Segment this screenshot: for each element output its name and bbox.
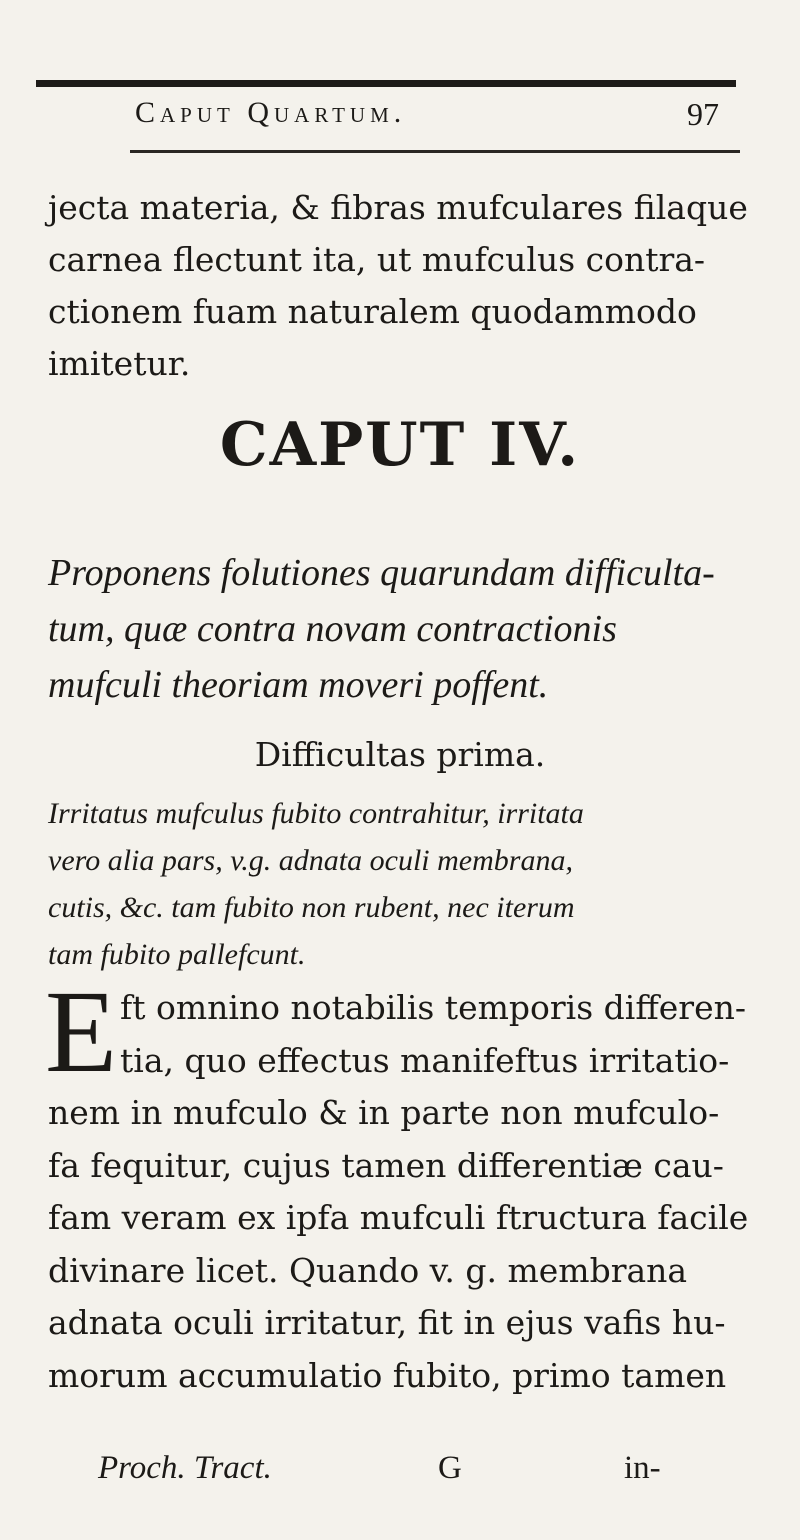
text-line: ctionem fuam naturalem quodammodo — [48, 292, 697, 331]
page-footer — [0, 1450, 800, 1500]
text-line: imitetur. — [48, 344, 191, 383]
chapter-subtitle — [48, 545, 760, 713]
page-number: 97 — [687, 96, 719, 132]
text-line: adnata oculi irritatur, fit in ejus vafis hu- — [48, 1303, 726, 1342]
text-line: jecta materia, & fibras mufculares filaque — [48, 188, 748, 227]
text-line: carnea flectunt ita, ut mufculus contra- — [48, 240, 706, 279]
text-line: tia, quo effectus manifeftus irritatio- — [120, 1040, 730, 1080]
text-line: fam veram ex ipfa mufculi ftructura facile — [48, 1198, 749, 1237]
text-line: divinare licet. Quando v. g. membrana — [48, 1250, 688, 1290]
difficulty-summary — [48, 790, 760, 978]
summary-line: vero alia pars, v.g. adnata oculi membrana, — [48, 844, 573, 877]
subtitle-line: tum, quæ contra novam contractionis — [48, 608, 617, 650]
chapter-title: CAPUT IV. — [219, 410, 581, 480]
summary-line: tam fubito pallefcunt. — [48, 938, 306, 971]
text-line: ft omnino notabilis temporis differen- — [120, 988, 747, 1027]
summary-line: cutis, &c. tam fubito non rubent, nec iterum — [48, 891, 575, 924]
subtitle-line: Proponens folutiones quarundam difficulta- — [48, 552, 715, 594]
summary-line: Irritatus mufculus fubito contrahitur, irritata — [48, 797, 584, 830]
header-rule — [130, 150, 740, 153]
signature-mark: G — [438, 1450, 462, 1486]
catchword: in- — [624, 1450, 661, 1486]
subtitle-line: mufculi theoriam moveri poffent. — [48, 664, 549, 706]
body-paragraph — [48, 982, 756, 1402]
section-heading: Difficultas prima. — [254, 735, 546, 774]
text-line: fa fequitur, cujus tamen differentiæ cau- — [48, 1145, 724, 1185]
text-line: morum accumulatio fubito, primo tamen — [48, 1355, 727, 1395]
text-line: nem in mufculo & in parte non mufculo- — [48, 1093, 720, 1132]
drop-cap: E — [45, 966, 118, 1097]
opening-paragraph — [48, 182, 753, 390]
top-rule — [36, 80, 736, 87]
running-head: Caput Quartum. — [135, 96, 407, 129]
footer-signature-title: Proch. Tract. — [98, 1450, 272, 1486]
